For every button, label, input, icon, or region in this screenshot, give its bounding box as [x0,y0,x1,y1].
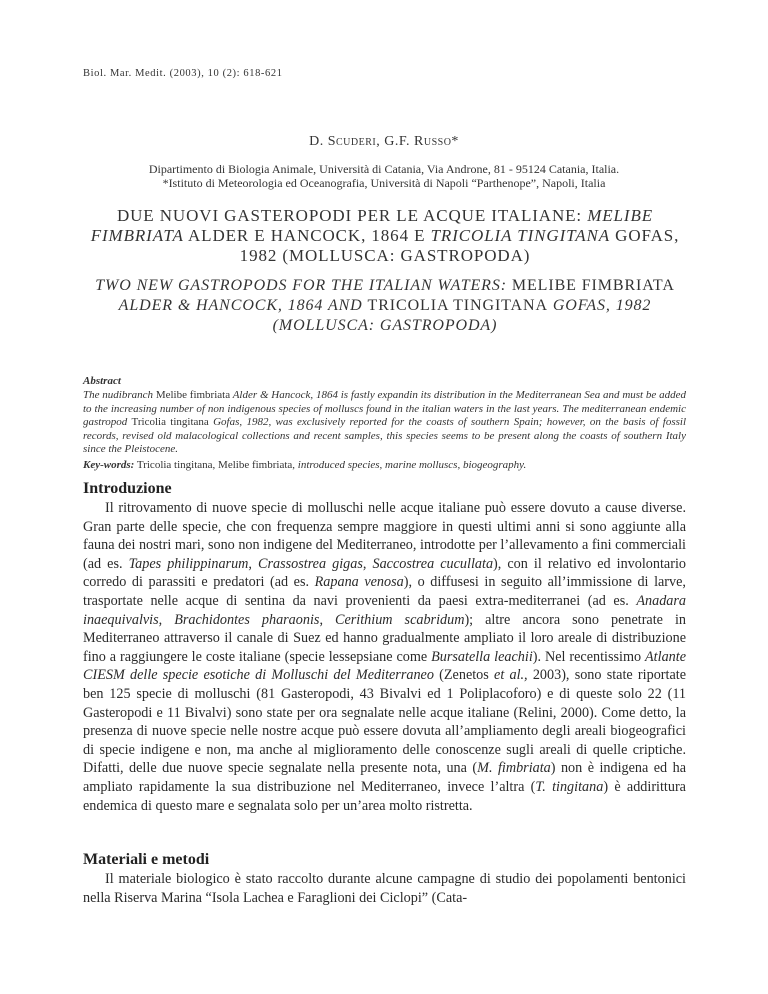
title-english [85,276,685,336]
title-en-part-1: TWO NEW GASTROPODS FOR THE ITALIAN WATERS: [95,277,512,294]
title-it-part-2: ALDER E HANCOCK, 1864 E [183,226,431,245]
title-it-species-1: MELIBE FIMBRIATA [90,206,654,245]
section-heading-introduzione: Introduzione [83,480,172,497]
affiliation-2: *Istituto di Meteorologia ed Oceanografia, Università di Napoli “Parthenope”, Napoli, Italia [162,176,606,190]
abstract-species-2: Tricolia tingitana [131,416,209,429]
author-1-surname: cuderi [335,134,377,149]
abstract-text-2: Alder & Hancock, 1864 is fastly expandin its distribution in the Mediterranean Sea and must be added to the increasing number of non indigenous species of molluscs found in the italian waters in the last years. The mediterranean endemic gastropod [83,389,686,429]
affiliation-1: Dipartimento di Biologia Animale, Università di Catania, Via Androne, 81 - 95124 Catania, Italia. [148,162,620,176]
keywords-terms: introduced species, marine molluscs, biogeography. [297,459,527,471]
keywords-label: Key-words: [83,459,135,471]
author-2-surname: usso [423,134,452,149]
title-en-part-2: ALDER & HANCOCK, 1864 AND [118,297,368,314]
title-en-species-2: TRICOLIA TINGITANA [367,297,548,314]
author-separator: , G.F. R [376,134,424,149]
running-head: Biol. Mar. Medit. (2003), 10 (2): 618-621 [83,68,283,79]
section-heading-materiali-e-metodi: Materiali e metodi [83,851,210,868]
authors-line [0,134,768,150]
keywords [83,459,686,471]
title-en-part-3: GOFAS, 1982 (MOLLUSCA: GASTROPODA) [272,297,652,334]
title-it-part-1: DUE NUOVI GASTEROPODI PER LE ACQUE ITALIANE: [116,206,588,225]
methods-paragraph: Il materiale biologico è stato raccolto durante alcune campagne di studio dei popolamenti bentonici nella Riserva Marina “Isola Lachea e Faraglioni dei Ciclopi” (Cata- [83,871,686,906]
author-1-initial: D. S [309,134,336,149]
keywords-species: Tricolia tingitana, Melibe fimbriata, [134,459,298,471]
title-en-species-1: MELIBE FIMBRIATA [511,277,675,294]
intro-paragraph: Il ritrovamento di nuove specie di molluschi nelle acque italiane può essere dovuto a cause diverse. Gran parte delle specie, che con frequenza sempre maggiore in questi ultimi anni si sono aggiunte alla fauna dei nostri mari, sono non indigene del Mediterraneo, introdotte per l’allevamento a fini commerciali (ad es. Tapes philippinarum, Crassostrea gigas, Saccostrea cucullata), con il relativo ed involontario corredo di parassiti e predatori (ad es. Rapana venosa), o diffusesi in seguito all’immissione di larve, trasportate nelle acque di sentina da navi provenienti da paesi extra-mediterranei (ad es. Anadara inaequivalvis, Brachidontes pharaonis, Cerithium scabridum); altre ancora sono penetrate in Mediterraneo attraverso il canale di Suez ed hanno gradualmente ampliato il loro areale di distribuzione fino a raggiungere le coste italiane (specie lessepsiane come Bursatella leachii). Nel recentissimo Atlante CIESM delle specie esotiche di Molluschi del Mediterraneo (Zenetos et al., 2003), sono state riportate ben 125 specie di molluschi (81 Gasteropodi, 43 Bivalvi ed 1 Poliplacoforo) e di queste solo 22 (11 Gasteropodi e 11 Bivalvi) sono state per ora segnalate nelle acque italiane (Relini, 2000). Come detto, la presenza di nuove specie nelle nostre acque può essere dovuta all’ampliamento degli areali biogeografici di specie indigene e non, ma anche al miglioramento delle conoscenze sugli areali di quelle criptiche. Difatti, delle due nuove specie segnalate nella presente nota, una (M. fimbriata) non è indigena ed ha ampliato rapidamente la sua distribuzione nel Mediterraneo, invece l’altra (T. tingitana) è addirittura endemica di questo mare e segnalata solo per un’area molto ristretta. [83,500,687,814]
title-italian [85,206,685,266]
author-2-mark: * [451,134,459,149]
abstract-species-1: Melibe fimbriata [155,389,231,401]
abstract-text-1: The nudibranch [83,389,156,401]
abstract-body [83,389,686,457]
abstract-heading: Abstract [83,375,121,387]
title-it-species-2: TRICOLIA TINGITANA [430,226,611,245]
abstract-text-3: Gofas, 1982, was exclusively reported for the coasts of southern Spain; however, on the basis of fossil records, revised old malacological collections and recent samples, this species seems to be present along the coasts of southern Italy since the Pleistocene. [83,416,686,456]
title-it-part-3: GOFAS, 1982 (MOLLUSCA: GASTROPODA) [239,226,680,265]
